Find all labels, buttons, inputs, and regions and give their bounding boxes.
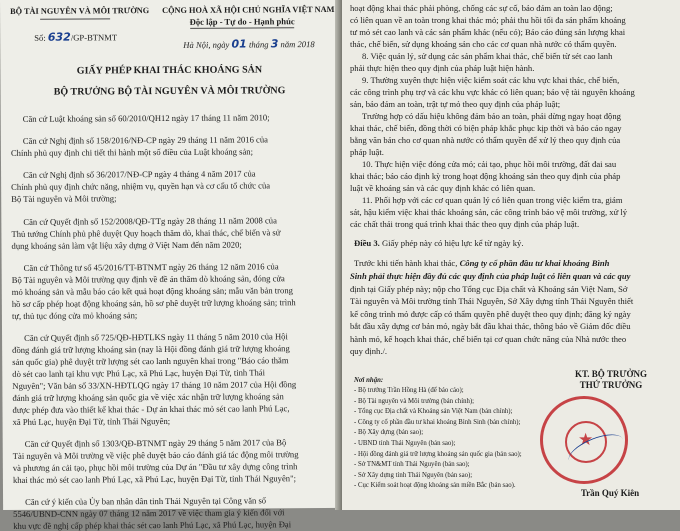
recipient-item: - Bộ trưởng Trần Hồng Hà (để báo cáo); xyxy=(354,387,464,394)
signer-name: Trần Quý Kiên xyxy=(580,488,640,498)
body-line: thác, chế biến, sử dụng khoáng sản cho các cơ quan nhà nước có thẩm quyền. xyxy=(350,39,617,49)
body-line: tự, thủ tục đóng cửa mỏ khoáng sản; xyxy=(11,310,138,321)
body-line: Thủ tướng Chính phủ phê duyệt Quy hoạch thăm dò, khai thác, chế biến và sử xyxy=(11,227,281,239)
body-line: khu vực đề nghị cấp phép khai thác sét cao lanh Phú Lạc, xã Phú Lạc, huyện Đại xyxy=(13,519,292,531)
body-line: 11. Phối hợp với các cơ quan quản lý có liên quan trong việc kiểm tra, giám xyxy=(362,195,623,205)
body-line: Căn cứ Quyết định số 152/2008/QĐ-TTg ngày 28 tháng 11 năm 2008 của xyxy=(23,215,277,227)
paragraph-line: hành mỏ, kế hoạch khai thác, chế biến tại cơ quan chức năng của Nhà nước theo xyxy=(350,333,627,344)
body-line: hồ sơ cấp phép hoạt động khoáng sản, hồ sơ phê duyệt trữ lượng khoáng sản; trình xyxy=(11,297,296,309)
document-title: GIẤY PHÉP KHAI THÁC KHOÁNG SẢN xyxy=(76,64,263,77)
body-line: Bộ Tài nguyên và Môi trường; xyxy=(11,193,117,204)
right-page xyxy=(342,0,680,510)
body-line: pháp luật. xyxy=(350,147,384,157)
ministry-header: BỘ TÀI NGUYÊN VÀ MÔI TRƯỜNG xyxy=(10,6,150,16)
recipient-item: - Sở Xây dựng tỉnh Thái Nguyên (bản sao); xyxy=(354,471,473,479)
body-line: 5546/UBND-CNN ngày 07 tháng 12 năm 2017 về việc tham gia ý kiến đối với xyxy=(13,507,285,519)
pre-operation-paragraph: Trước khi tiến hành khai thác, Công ty cổ phần đầu tư khai khoáng Bình xyxy=(354,258,610,268)
recipient-item: - Hội đồng đánh giá trữ lượng khoáng sản quốc gia (bản sao); xyxy=(354,450,522,458)
body-line: Căn cứ Thông tư số 45/2016/TT-BTNMT ngày 26 tháng 12 năm 2016 của xyxy=(23,261,279,273)
signing-title: KT. BỘ TRƯỞNG xyxy=(574,369,648,379)
seal-star-icon: ★ xyxy=(578,430,594,450)
recipient-item: - Sở TN&MT tỉnh Thái Nguyên (bản sao); xyxy=(354,461,470,469)
paragraph-line: bắt đầu xây dựng cơ bản mỏ, ngày bắt đầu khai thác, thông báo về Giám đốc điều xyxy=(350,321,631,331)
body-line: khai thác mỏ sét cao lanh Phú Lạc, xã Phú Lạc, huyện Đại Từ, tỉnh Thái Nguyên"; xyxy=(12,473,296,485)
handwritten-day: 01 xyxy=(231,37,247,51)
body-line: đồng đánh giá trữ lượng khoáng sản (nay là Hội đồng đánh giá trữ lượng khoáng xyxy=(12,343,290,355)
body-line: khai thác; báo cáo định kỳ trong hoạt động khoáng sản theo quy định của pháp xyxy=(350,171,621,181)
body-line: sát, hậu kiểm việc khai thác khoáng sản, các công trình bảo vệ môi trường, xử lý xyxy=(350,207,628,217)
body-line: các công trình phụ trợ và các khu vực khác có liên quan; bảo vệ tài nguyên khoáng xyxy=(350,87,635,97)
body-line: bằng văn bản cho cơ quan nhà nước có thẩm quyền để xử lý theo quy định của xyxy=(350,135,621,145)
recipient-item: - Cục Kiểm soát hoạt động khoáng sản miền Bắc (bản sao). xyxy=(354,482,516,490)
page-gap xyxy=(335,0,342,510)
body-line: 8. Việc quản lý, sử dụng các sản phẩm khai thác, chế biến từ sét cao lanh xyxy=(362,51,613,61)
body-line: sản, bảo đảm an toàn, trật tự mỏ theo quy định của pháp luật; xyxy=(350,99,561,109)
handwritten-month: 3 xyxy=(270,37,279,51)
signing-position: THỨ TRƯỞNG xyxy=(579,380,643,390)
body-line: Căn cứ Luật khoáng sản số 60/2010/QH12 ngày 17 tháng 11 năm 2010; xyxy=(22,112,270,124)
body-line: Căn cứ Nghị định số 158/2016/NĐ-CP ngày 29 tháng 11 năm 2016 của xyxy=(22,134,268,146)
body-line: Căn cứ ý kiến của Ủy ban nhân dân tỉnh Thái Nguyên tại Công văn số xyxy=(25,495,267,507)
body-line: Tài nguyên và Môi trường về việc phê duyệt báo cáo đánh giá tác động môi trường xyxy=(12,449,299,461)
body-line: phải thực hiện theo quy định của pháp luật hiện hành. xyxy=(350,63,535,73)
body-line: có liên quan về an toàn trong khai thác mỏ; phải thu hồi tối đa sản phẩm khoáng xyxy=(350,15,626,25)
body-line: 10. Thực hiện việc đóng cửa mỏ; cải tạo, phục hồi môi trường, đất đai sau xyxy=(362,159,617,169)
paragraph-line: quy định./. xyxy=(350,346,388,356)
national-motto: Độc lập - Tự do - Hạnh phúc xyxy=(189,16,295,27)
document-date: Hà Nội, ngày 01 tháng 3 năm 2018 xyxy=(183,37,315,51)
paragraph-line: Tài nguyên và Môi trường tỉnh Thái Nguyên, Sở Xây dựng tỉnh Thái Nguyên thiết xyxy=(350,296,634,306)
body-line: và phương án cải tạo, phục hồi môi trường của Dự án "Đầu tư xây dựng công trình xyxy=(12,461,298,473)
body-line: khai thác, chế biến, đồng thời có biện pháp khắc phục kịp thời và báo cáo ngay xyxy=(350,123,622,133)
recipient-item: - Công ty cổ phần đầu tư khai khoáng Bình Sinh (bản chính); xyxy=(354,418,521,426)
document-number: Số: 632/GP-BTNMT xyxy=(34,30,118,44)
body-line: Căn cứ Quyết định số 1303/QĐ-BTNMT ngày 29 tháng 5 năm 2017 của Bộ xyxy=(24,437,287,449)
paragraph-line: kế công trình mỏ được cấp có thẩm quyền phê duyệt theo quy định; đăng ký ngày xyxy=(350,308,631,319)
body-line: xã Phú Lạc, huyện Đại Từ, tỉnh Thái Nguyên; xyxy=(12,415,171,427)
recipient-item: - Bộ Tài nguyên và Môi trường (bản chính); xyxy=(354,397,475,405)
body-line: được phép đưa vào thiết kế khai thác - Dự án khai thác mỏ sét cao lanh Phú Lạc, xyxy=(12,403,290,415)
body-line: Bộ Tài nguyên và Môi trường quy định về đề án thăm dò khoáng sản, đóng cửa xyxy=(11,273,285,285)
paragraph-line: định tại Giấy phép này; nộp cho Tổng cục Địa chất và Khoáng sản Việt Nam, Sở xyxy=(350,283,628,294)
body-line: Chính phủ quy định chức năng, nhiệm vụ, quyền hạn và cơ cấu tổ chức của xyxy=(11,180,271,192)
body-line: dụng khoáng sản làm vật liệu xây dựng ở Việt Nam đến năm 2020; xyxy=(11,239,242,251)
handwritten-doc-number: 632 xyxy=(47,30,71,44)
article-3: Điều 3. Giấy phép này có hiệu lực kể từ ngày ký. xyxy=(354,238,524,248)
body-line: luật về khoáng sản và các quy định khác có liên quan. xyxy=(350,183,536,193)
body-line: dò sét cao lanh tại khu vực Phú Lạc, xã Phú Lạc, huyện Đại Từ, tỉnh Thái xyxy=(12,367,265,379)
body-line: sản quốc gia) phê duyệt trữ lượng sét cao lanh nguyên khai trong "Báo cáo thăm xyxy=(12,355,289,367)
national-header: CỘNG HOÀ XÃ HỘI CHỦ NGHĨA VIỆT NAM xyxy=(162,4,335,16)
recipient-item: - Bộ Xây dựng (bản sao); xyxy=(354,429,424,437)
body-line: mỏ khoáng sản và mẫu báo cáo kết quả hoạt động khoáng sản; mẫu văn bản trong xyxy=(11,285,293,297)
body-line: Nguyên"; Văn bản số 33/XN-HĐTLQG ngày 17 tháng 10 năm 2017 của Hội đồng xyxy=(12,379,297,391)
body-line: tư mỏ sét cao lanh và các sản phẩm khác (nếu có); Báo cáo đúng sản lượng khai xyxy=(350,27,626,37)
issuing-authority: BỘ TRƯỞNG BỘ TÀI NGUYÊN VÀ MÔI TRƯỜNG xyxy=(53,85,286,98)
paragraph-line: Sinh phải thực hiện đầy đủ các quy định của pháp luật có liên quan và các quy xyxy=(350,271,631,281)
header-underline-right xyxy=(190,27,294,29)
recipients-title: Nơi nhận: xyxy=(354,377,384,384)
body-line: Trường hợp có dấu hiệu không đảm bảo an toàn, phải dừng ngay hoạt động xyxy=(362,111,621,121)
body-line: đánh giá trữ lượng khoáng sản quốc gia về việc xác nhận trữ lượng khoáng sản xyxy=(12,391,284,403)
body-line: hoạt động khai thác phải phòng, chống các sự cố, bảo đảm an toàn lao động; xyxy=(350,3,613,13)
body-line: các chất thải trong quá trình khai thác theo quy định của pháp luật. xyxy=(350,219,580,229)
body-line: Căn cứ Nghị định số 36/2017/NĐ-CP ngày 4 tháng 4 năm 2017 của xyxy=(23,168,256,180)
body-line: 9. Thường xuyên thực hiện việc kiểm soát các khu vực khai thác, chế biến, xyxy=(362,75,620,85)
body-line: Căn cứ Quyết định số 725/QĐ-HĐTLKS ngày 11 tháng 5 năm 2010 của Hội xyxy=(24,331,288,343)
header-underline-left xyxy=(40,18,110,19)
body-line: Chính phủ quy định chi tiết thi hành một số điều của Luật khoáng sản; xyxy=(10,146,253,158)
recipient-item: - UBND tỉnh Thái Nguyên (bản sao); xyxy=(354,440,456,447)
recipient-item: - Tổng cục Địa chất và Khoáng sản Việt Nam (bản chính); xyxy=(354,408,513,416)
